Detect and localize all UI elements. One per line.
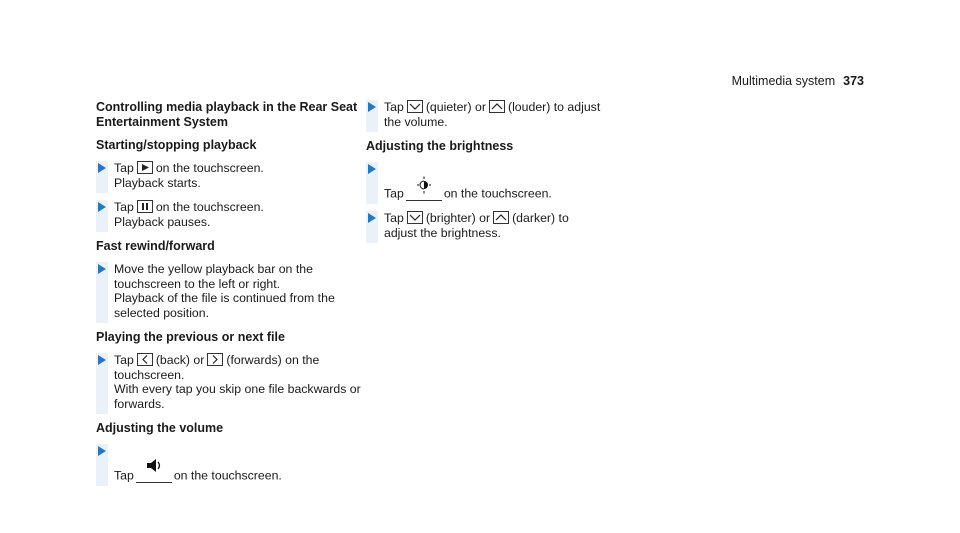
right-column [366, 100, 642, 250]
step-start: Tap on the touchscreen. Playback starts. [96, 161, 372, 190]
step-stop: Tap on the touchscreen. Playback pauses. [96, 200, 372, 229]
arrow-bullet-icon [98, 355, 106, 365]
main-heading: Controlling media playback in the Rear Seat Entertainment System [96, 100, 358, 129]
page-header [732, 74, 864, 88]
pause-icon [137, 200, 153, 213]
step-brightness: Tap on the touchscreen. [366, 162, 642, 201]
left-column [96, 100, 372, 493]
speaker-icon [136, 456, 172, 483]
heading-fast-rewind: Fast rewind/forward [96, 239, 215, 253]
step-move-bar: Move the yellow playback bar on the touchscreen to the left or right. Playback of the file is continued from the selected position. [96, 262, 372, 320]
arrow-bullet-icon [368, 102, 376, 112]
brightness-icon [406, 174, 442, 201]
arrow-bullet-icon [98, 163, 106, 173]
arrow-bullet-icon [368, 164, 376, 174]
play-icon [137, 161, 153, 174]
heading-volume: Adjusting the volume [96, 421, 224, 435]
page-number: 373 [843, 74, 864, 88]
arrow-bullet-icon [98, 446, 106, 456]
step-skip: Tap (back) or (forwards) on the touchscreen. With every tap you skip one file backwards or forwards. [96, 353, 372, 411]
chevron-up-icon [489, 100, 505, 113]
heading-brightness: Adjusting the brightness [366, 139, 514, 153]
chevron-down-icon [407, 211, 423, 224]
arrow-bullet-icon [368, 213, 376, 223]
heading-prev-next: Playing the previous or next file [96, 330, 285, 344]
chevron-left-icon [137, 353, 153, 366]
arrow-bullet-icon [98, 202, 106, 212]
heading-start-stop: Starting/stopping playback [96, 138, 257, 152]
section-title: Multimedia system [731, 74, 836, 88]
arrow-bullet-icon [98, 264, 106, 274]
chevron-right-icon [207, 353, 223, 366]
step-brightness-adjust: Tap (brighter) or (darker) to adjust the brightness. [366, 211, 642, 240]
step-volume: Tap on the touchscreen. [96, 444, 372, 483]
chevron-down-icon [407, 100, 423, 113]
chevron-up-icon [493, 211, 509, 224]
step-volume-adjust: Tap (quieter) or (louder) to adjust the volume. [366, 100, 642, 129]
